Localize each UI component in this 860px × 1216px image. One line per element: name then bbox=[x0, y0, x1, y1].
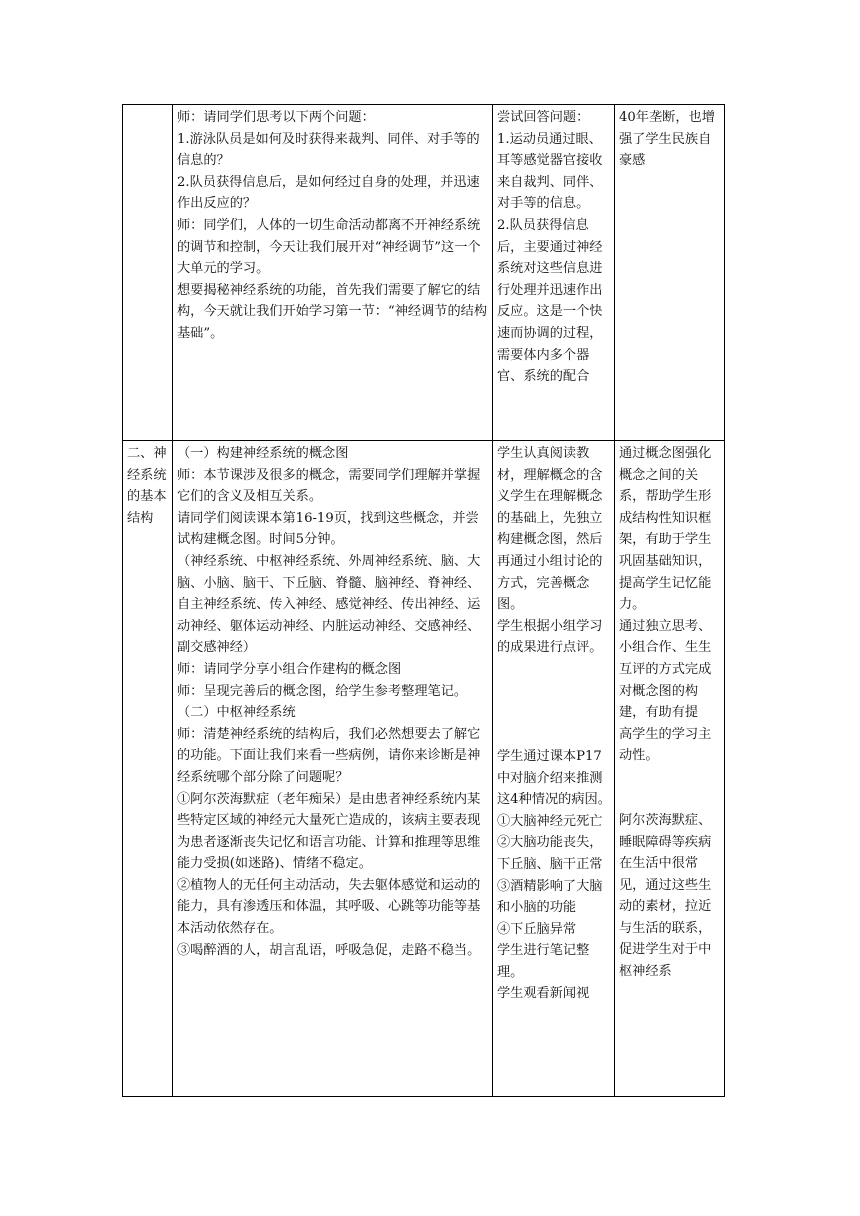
paragraph: 1.运动员通过眼、耳等感觉器官接收来自裁判、同伴、对手等的信息。 bbox=[497, 131, 603, 212]
paragraph: ③喝醉酒的人，胡言乱语，呼吸急促，走路不稳当。 bbox=[177, 942, 481, 958]
lesson-plan-table bbox=[122, 104, 725, 1097]
paragraph: 想要揭秘神经系统的功能，首先我们需要了解它的结构，今天就让我们开始学习第一节：“神经调节的结构基础”。 bbox=[177, 282, 488, 341]
table-row bbox=[123, 105, 725, 441]
paragraph: 尝试回答问题： bbox=[497, 110, 590, 125]
paragraph: （神经系统、中枢神经系统、外周神经系统、脑、大脑、小脑、脑干、下丘脑、脊髓、脑神经、脊神经、自主神经系统、传入神经、感觉神经、传出神经、运动神经、躯体运动神经、内脏运动神经、交感神经、副交感神经） bbox=[177, 553, 481, 656]
section-cell: 二、神经系统的基本结构 bbox=[123, 441, 173, 1097]
paragraph: 学生根据小组学习的成果进行点评。 bbox=[497, 618, 603, 656]
paragraph: （二）中枢神经系统 bbox=[177, 705, 296, 721]
paragraph: 学生认真阅读教材，理解概念的含义学生在理解概念的基础上，先独立构建概念图，然后再通过小组讨论的方式，完善概念图。 bbox=[497, 446, 603, 613]
paragraph: ②植物人的无任何主动活动，失去躯体感觉和运动的能力，具有渗透压和体温，其呼吸、心跳等功能等基本活动依然存在。 bbox=[177, 877, 481, 937]
student-activity-cell bbox=[493, 441, 615, 1097]
paragraph: 通过独立思考、小组合作、生生互评的方式完成对概念图的构建，有助有提 bbox=[619, 618, 712, 721]
spacer bbox=[619, 767, 721, 810]
paragraph: 高学生的学习主动性。 bbox=[619, 726, 712, 764]
paragraph: 1.游泳队员是如何及时获得来裁判、同伴、对手等的信息的？ bbox=[177, 131, 480, 169]
paragraph: 2.队员获得信息后，主要通过神经系统对这些信息进行处理并迅速作出反应。这是一个快速而协调的过程，需要体内多个器官、系统的配合 bbox=[497, 217, 603, 385]
paragraph: 师：呈现完善后的概念图，给学生参考整理笔记。 bbox=[177, 683, 468, 699]
design-purpose-cell bbox=[615, 105, 725, 441]
student-activity-cell bbox=[493, 105, 615, 441]
paragraph: 阿尔茨海默症、 bbox=[619, 812, 712, 828]
paragraph: 师：本节课涉及很多的概念，需要同学们理解并掌握它们的含义及相互关系。 bbox=[177, 467, 481, 505]
paragraph: 师：清楚神经系统的结构后，我们必然想要去了解它的功能。下面让我们来看一些病例，请你来诊断是神经系统哪个部分除了问题呢？ bbox=[177, 726, 481, 785]
teacher-activity-cell bbox=[173, 105, 493, 441]
paragraph: ①大脑神经元死亡 bbox=[497, 813, 603, 829]
section-cell bbox=[123, 105, 173, 441]
table-row bbox=[123, 441, 725, 1097]
paragraph: ④下丘脑异常 bbox=[497, 921, 577, 937]
paragraph: 40年垄断，也增强了学生民族自豪感 bbox=[619, 110, 715, 169]
paragraph: 学生通过课本P17中对脑介绍来推测这4种情况的病因。 bbox=[497, 748, 611, 808]
paragraph: 师：同学们，人体的一切生命活动都离不开神经系统的调节和控制，今天让我们展开对“神经调节”这一个大单元的学习。 bbox=[177, 217, 481, 277]
paragraph: 师：请同学分享小组合作建构的概念图 bbox=[177, 661, 402, 677]
paragraph: 睡眠障碍等疾病在生活中很常见，通过这些生动的素材，拉近与生活的联系，促进学生对于中枢神经系 bbox=[619, 834, 712, 980]
paragraph: 请同学们阅读课本第16-19页，找到这些概念，并尝试构建概念图。时间5分钟。 bbox=[177, 510, 479, 548]
paragraph: 师：请同学们思考以下两个问题： bbox=[177, 110, 375, 125]
paragraph: 学生观看新闻视 bbox=[497, 986, 590, 1002]
spacer bbox=[497, 659, 611, 746]
paragraph: 通过概念图强化概念之间的关系，帮助学生形成结构性知识框架，有助于学生巩固基础知识，提高学生记忆能力。 bbox=[619, 446, 712, 613]
paragraph: ②大脑功能丧失，下丘脑、脑干正常 bbox=[497, 835, 603, 872]
paragraph: 2.队员获得信息后，是如何经过自身的处理，并迅速作出反应的？ bbox=[177, 174, 480, 212]
paragraph: 学生进行笔记整理。 bbox=[497, 943, 590, 980]
paragraph: ①阿尔茨海默症（老年痴呆）是由患者神经系统内某些特定区域的神经元大量死亡造成的，该病主要表现为患者逐渐丧失记忆和语言功能、计算和推理等思维能力受损(如迷路)、情绪不稳定。 bbox=[177, 791, 481, 872]
paragraph: （一）构建神经系统的概念图 bbox=[177, 446, 349, 461]
paragraph: ③酒精影响了大脑和小脑的功能 bbox=[497, 878, 603, 916]
design-purpose-cell bbox=[615, 441, 725, 1097]
teacher-activity-cell bbox=[173, 441, 493, 1097]
